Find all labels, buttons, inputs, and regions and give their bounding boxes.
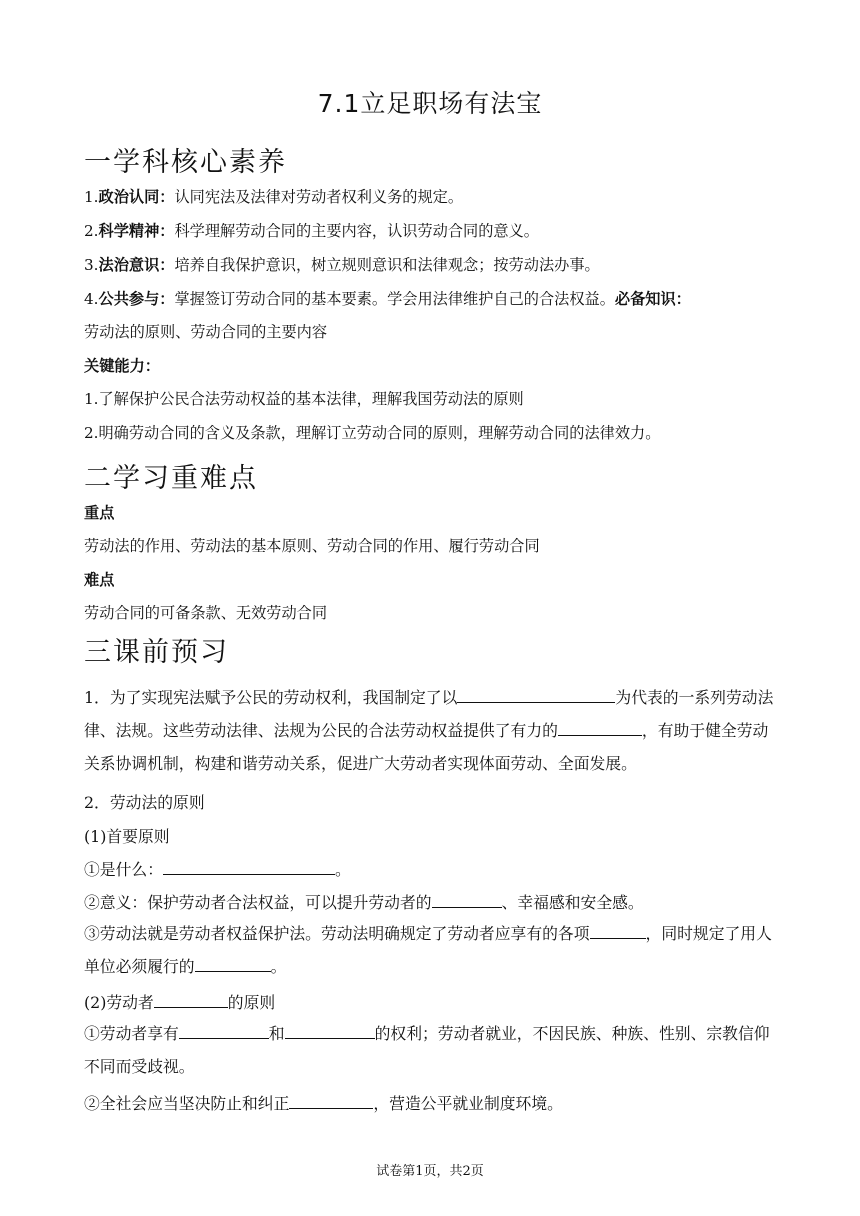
ability-item-2: 2.明确劳动合同的含义及条款，理解订立劳动合同的原则，理解劳动合同的法律效力。 bbox=[84, 424, 661, 442]
question-text: ①劳动者享有 bbox=[84, 1024, 179, 1043]
question-text: ②意义：保护劳动者合法权益，可以提升劳动者的 bbox=[84, 893, 432, 912]
question-text: ①是什么： bbox=[84, 860, 163, 879]
item-number: 3. bbox=[84, 256, 99, 274]
literacy-item-3 bbox=[84, 254, 784, 275]
essential-knowledge-label: 必备知识： bbox=[614, 290, 691, 308]
key-points-text: 劳动法的作用、劳动法的基本原则、劳动合同的作用、履行劳动合同 bbox=[84, 537, 540, 555]
difficult-points-label: 难点 bbox=[84, 571, 115, 589]
page-title: 7.1立足职场有法宝 bbox=[317, 89, 543, 118]
question-text: ，营造公平就业制度环境。 bbox=[373, 1094, 563, 1113]
question-text: ③劳动法就是劳动者权益保护法。劳动法明确规定了劳动者应享有的各项 bbox=[84, 924, 590, 943]
question-text: 为代表的一系列劳动法律、法规。这些劳动法律、法规为公民的合法劳动权益提供了有力的 bbox=[84, 688, 774, 740]
answer-blank[interactable] bbox=[457, 687, 615, 703]
answer-blank[interactable] bbox=[285, 1023, 375, 1039]
item-text: 科学理解劳动合同的主要内容，认识劳动合同的意义。 bbox=[174, 222, 539, 240]
principle-1-meaning bbox=[84, 890, 784, 913]
item-label: 法治意识： bbox=[98, 256, 175, 274]
question-text: 的原则 bbox=[227, 993, 276, 1012]
literacy-item-1 bbox=[84, 186, 784, 207]
answer-blank[interactable] bbox=[558, 720, 642, 736]
ability-item-1: 1.了解保护公民合法劳动权益的基本法律，理解我国劳动法的原则 bbox=[84, 390, 524, 408]
question-text: ，同时规定了用人单位必须履行的 bbox=[84, 924, 772, 976]
principle-2-society bbox=[84, 1091, 784, 1114]
question-text: 、幸福感和安全感。 bbox=[501, 893, 644, 912]
item-text: 认同宪法及法律对劳动者权利义务的规定。 bbox=[174, 188, 463, 206]
question-text: 和 bbox=[268, 1024, 285, 1043]
item-text: 掌握签订劳动合同的基本要素。学会用法律维护自己的合法权益。 bbox=[174, 290, 615, 308]
question-text: (2)劳动者 bbox=[84, 993, 154, 1012]
essential-knowledge-text: 劳动法的原则、劳动合同的主要内容 bbox=[84, 323, 327, 341]
item-label: 公共参与： bbox=[98, 290, 175, 308]
item-number: 4. bbox=[84, 290, 99, 308]
answer-blank[interactable] bbox=[163, 859, 335, 875]
section-heading-core-literacy: 一学科核心素养 bbox=[84, 147, 287, 178]
answer-blank[interactable] bbox=[432, 892, 502, 908]
item-text: 培养自我保护意识，树立规则意识和法律观念；按劳动法办事。 bbox=[174, 256, 600, 274]
question-text: 的权利；劳动者就业，不因民族、种族、性别、宗教信仰不同而受歧视。 bbox=[84, 1024, 770, 1076]
principle-1-what bbox=[84, 857, 784, 880]
key-points-label: 重点 bbox=[84, 504, 115, 522]
item-label: 科学精神： bbox=[98, 222, 175, 240]
literacy-item-2 bbox=[84, 220, 784, 241]
item-number: 2. bbox=[84, 222, 99, 240]
key-ability-label: 关键能力： bbox=[84, 357, 160, 375]
answer-blank[interactable] bbox=[179, 1023, 269, 1039]
question-1 bbox=[84, 681, 778, 780]
question-text: 。 bbox=[270, 957, 287, 976]
principle-1-heading: (1)首要原则 bbox=[84, 827, 170, 846]
principle-2-heading bbox=[84, 990, 784, 1013]
question-text: ，有助于健全劳动关系协调机制，构建和谐劳动关系，促进广大劳动者实现体面劳动、全面发展。 bbox=[84, 721, 769, 773]
difficult-points-text: 劳动合同的可备条款、无效劳动合同 bbox=[84, 604, 327, 622]
principle-2-rights bbox=[84, 1017, 778, 1083]
item-label: 政治认同： bbox=[98, 188, 175, 206]
section-heading-key-difficult: 二学习重难点 bbox=[84, 463, 258, 494]
answer-blank[interactable] bbox=[289, 1093, 373, 1109]
principle-1-law bbox=[84, 917, 778, 983]
question-text: 。 bbox=[335, 860, 351, 879]
answer-blank[interactable] bbox=[154, 992, 228, 1008]
question-text: ②全社会应当坚决防止和纠正 bbox=[84, 1094, 290, 1113]
page-footer: 试卷第1页，共2页 bbox=[376, 1164, 484, 1179]
item-number: 1. bbox=[84, 188, 99, 206]
answer-blank[interactable] bbox=[195, 956, 271, 972]
answer-blank[interactable] bbox=[590, 923, 646, 939]
literacy-item-4 bbox=[84, 288, 784, 309]
question-2: 2．劳动法的原则 bbox=[84, 793, 205, 812]
section-heading-preview: 三课前预习 bbox=[84, 637, 229, 668]
question-text: 1．为了实现宪法赋予公民的劳动权利，我国制定了以 bbox=[84, 688, 458, 707]
